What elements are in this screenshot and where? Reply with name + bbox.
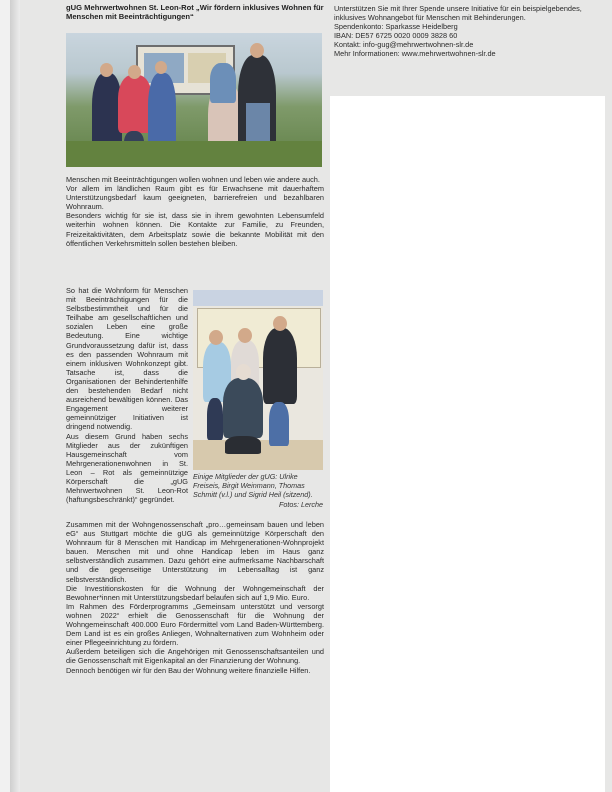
article-body bbox=[66, 520, 324, 675]
blank-area bbox=[330, 96, 605, 792]
donation-appeal: Unterstützen Sie mit Ihrer Spende unsere Initiative für ein beispielgebendes, inklusives Wohnangebot für Menschen mit Behinderungen. bbox=[334, 4, 582, 23]
photo-caption bbox=[193, 472, 323, 509]
article-paragraph: Dennoch benötigen wir für den Bau der Wohnung weitere finanzielle Hilfen. bbox=[66, 665, 311, 675]
article-paragraph: Menschen mit Beeinträchtigungen wollen wohnen und leben wie andere auch. bbox=[66, 175, 320, 184]
article-paragraph: Zusammen mit der Wohngenossenschaft „pro…gemeinsam bauen und leben eG“ aus Stuttgart möchte die gUG als gemeinnützige Körperschaft den Wohnraum für 8 Menschen mit Handicap im Mehrgenerationen-Wohnprojekt bauen. Menschen mit und ohne Handicap leben im Haus ganz selbstverständlich zusammen. Dazu gehört eine aufmerksame Nachbarschaft und die gegenseitige Unterstützung im Lebensalltag ist ganz selbstverständlich. bbox=[66, 520, 324, 584]
group-photo-outdoor bbox=[66, 33, 322, 167]
photo-credit: Fotos: Lerche bbox=[279, 499, 323, 509]
article-narrow-text bbox=[66, 286, 188, 504]
page-edge-shadow bbox=[10, 0, 20, 792]
article-intro bbox=[66, 175, 324, 248]
article-paragraph: Vor allem im ländlichen Raum gibt es für Erwachsene mit dauerhaftem Unterstützungsbedarf kaum geeigneten, barrierefreien und bezahlbaren Wohnraum. bbox=[66, 184, 324, 212]
donation-account: Spendenkonto: Sparkasse Heidelberg bbox=[334, 22, 458, 32]
more-info-link: Mehr Informationen: www.mehrwertwohnen-slr.de bbox=[334, 49, 496, 59]
article-paragraph: Im Rahmen des Förderprogramms „Gemeinsam unterstützt und versorgt wohnen 2022“ erhielt die Genossenschaft für die Wohnung der Wohngemeinschaft 400.000 Euro Fördermittel vom Land Baden-Württemberg. Dem Land ist es ein großes Anliegen, Wohnalternativen zum Wohnheim oder einer Pflegeeinrichtung zu fördern. bbox=[66, 601, 324, 648]
caption-text: Einige Mitglieder der gUG: Ulrike Freiseis, Birgit Weinmann, Thomas Schmitt (v.l.) und Sigrid Heil (sitzend). bbox=[193, 472, 313, 500]
article-paragraph: Besonders wichtig für sie ist, dass sie in ihrem gewohnten Lebensumfeld weiterhin wohnen können. Die Kontakte zur Familie, zu Freunden, Freizeitaktivitäten, dem Arbeitsplatz sowie die bekannte Mobilität mit den öffentlichen Verkehrsmitteln sollen bestehen bleiben. bbox=[66, 211, 324, 248]
donation-iban: IBAN: DE57 6725 0020 0009 3828 60 bbox=[334, 31, 458, 41]
group-photo-indoor bbox=[193, 290, 323, 470]
sidebar-column bbox=[334, 0, 596, 59]
article-paragraph: So hat die Wohnform für Menschen mit Beeinträchtigungen für die Selbstbestimmtheit und für die Teilhabe am gesellschaftlichen und sozialen Leben eine große Bedeutung. Eine wichtige Grundvoraussetzung dafür ist, dass es den passenden Wohnraum mit einem inklusiven Wohnkonzept gibt. Tatsache ist, dass die Organisationen der Behindertenhilfe den bestehenden Bedarf nicht ausreichend bewältigen können. Das Engagement weiterer gemeinnütziger Initiativen ist dringend notwendig. bbox=[66, 286, 188, 432]
contact-email: Kontakt: info-gug@mehrwertwohnen-slr.de bbox=[334, 40, 474, 50]
article-headline: gUG Mehrwertwohnen St. Leon-Rot „Wir fördern inklusives Wohnen für Menschen mit Beeinträchtigungen“ bbox=[66, 3, 324, 22]
article-paragraph: Außerdem beteiligen sich die Angehörigen mit Genossenschaftsanteilen und die Genossenschaft mit Eigenkapital an der Finanzierung der Wohnung. bbox=[66, 647, 324, 666]
article-paragraph: Aus diesem Grund haben sechs Mitglieder aus der zukünftigen Hausgemeinschaft vom Mehrgenerationenwohnen in St. Leon – Rot als gemeinnützige Körperschaft die „gUG Mehrwertwohnen St. Leon-Rot (haftungsbeschränkt)“ gegründet. bbox=[66, 431, 188, 505]
article-paragraph: Die Investitionskosten für die Wohnung der Wohngemeinschaft der Bewohner*innen mit Unterstützungsbedarf belaufen sich auf 1,9 Mio. Euro. bbox=[66, 583, 324, 602]
